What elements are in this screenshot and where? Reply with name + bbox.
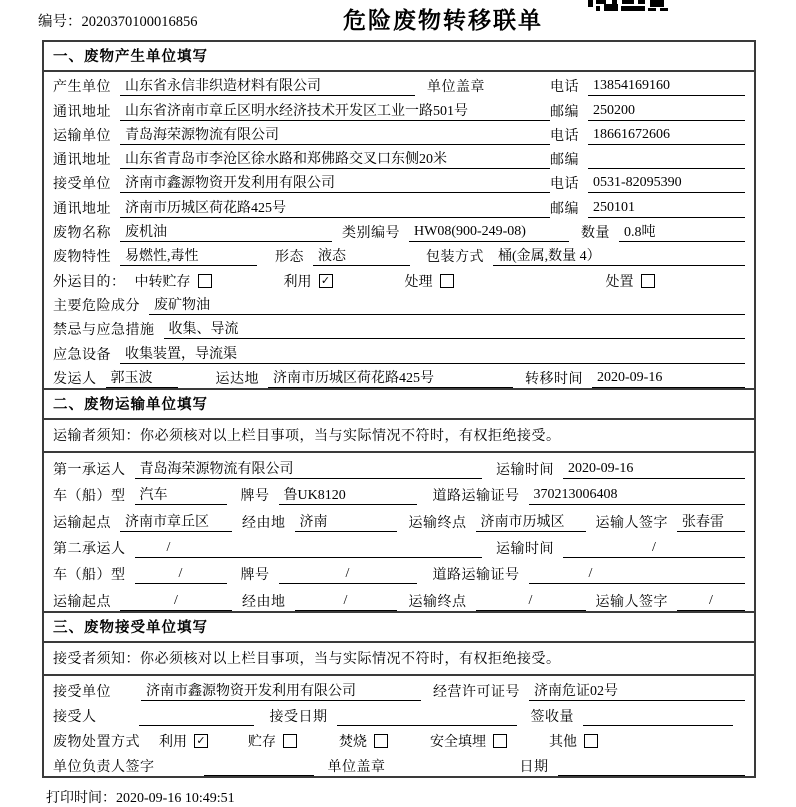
taboo-label: 禁忌与应急措施 xyxy=(53,323,155,339)
carrier2-vehicle-label: 车（船）型 xyxy=(53,568,126,584)
quantity-label: 数量 xyxy=(581,226,610,242)
carrier1-row xyxy=(44,453,754,479)
received-qty-label: 签收量 xyxy=(530,709,574,725)
receiver-postcode-value: 250101 xyxy=(588,200,745,218)
carrier2-time-label: 运输时间 xyxy=(496,542,554,558)
purpose-row xyxy=(44,266,754,290)
carrier2-row xyxy=(44,532,754,558)
consignor-row xyxy=(44,364,754,388)
accept-date-value xyxy=(337,708,517,726)
carrier2-time-value: / xyxy=(563,540,745,558)
quantity-value: 0.8吨 xyxy=(619,221,745,242)
purpose-option-label: 中转贮存 xyxy=(134,274,191,290)
section3-header: 三、废物接受单位填写 xyxy=(44,611,754,643)
checkbox-icon xyxy=(198,274,212,288)
carrier1-vehicle-label: 车（船）型 xyxy=(53,489,126,505)
equipment-row xyxy=(44,339,754,363)
disposal-option-landfill xyxy=(430,731,507,751)
document-header xyxy=(0,0,796,40)
carrier2-vehicle-row xyxy=(44,558,754,584)
carrier1-vehicle-value: 汽车 xyxy=(135,484,227,505)
print-time xyxy=(46,787,796,807)
carrier1-terminal-label: 运输终点 xyxy=(408,515,467,531)
carrier2-plate-label: 牌号 xyxy=(240,568,270,584)
responsible-sign-label: 单位负责人签字 xyxy=(53,759,155,775)
transfer-time-label: 转移时间 xyxy=(525,371,583,387)
disposal-option-label: 贮存 xyxy=(248,734,276,750)
serial-value: 2020370100016856 xyxy=(81,14,198,30)
transporter-label: 运输单位 xyxy=(53,128,111,144)
responsible-sign-value xyxy=(204,758,314,776)
accept-unit-row xyxy=(44,676,754,701)
carrier1-signature-value: 张春雷 xyxy=(677,511,745,532)
carrier2-origin-label: 运输起点 xyxy=(53,594,111,610)
purpose-label: 外运目的： xyxy=(53,274,126,290)
carrier1-via-label: 经由地 xyxy=(242,515,286,531)
carrier2-terminal-label: 运输终点 xyxy=(408,594,467,610)
carrier1-vehicle-row xyxy=(44,479,754,505)
producer-address-row xyxy=(44,96,754,120)
receiver-address-label: 通讯地址 xyxy=(53,201,111,217)
producer-postcode-value: 250200 xyxy=(588,103,745,121)
transfer-time-value: 2020-09-16 xyxy=(592,370,745,388)
producer-phone-value: 13854169160 xyxy=(588,78,745,96)
hazard-row xyxy=(44,291,754,315)
disposal-option-incinerate xyxy=(339,731,388,751)
taboo-row xyxy=(44,315,754,339)
characteristic-value: 易燃性,毒性 xyxy=(120,245,257,266)
accept-unit-value: 济南市鑫源物资开发利用有限公司 xyxy=(141,680,421,701)
producer-address-value: 山东省济南市章丘区明水经济技术开发区工业一路501号 xyxy=(120,100,550,121)
receiver-row xyxy=(44,169,754,193)
transporter-phone-label: 电话 xyxy=(550,128,579,144)
carrier2-vehicle-value: / xyxy=(135,566,227,584)
section1-body xyxy=(44,72,754,388)
carrier1-value: 青岛海荣源物流有限公司 xyxy=(135,458,483,479)
carrier2-signature-value: / xyxy=(677,593,745,611)
manifest-form xyxy=(42,40,756,778)
waste-characteristic-row xyxy=(44,242,754,266)
unit-seal-label: 单位盖章 xyxy=(327,759,386,775)
receiver-address-value: 济南市历城区荷花路425号 xyxy=(120,197,550,218)
checkbox-icon xyxy=(374,734,388,748)
print-time-label: 打印时间： xyxy=(46,790,116,806)
transporter-notice: 运输者须知：你必须核对以上栏目事项，当与实际情况不符时，有权拒绝接受。 xyxy=(44,420,754,453)
section3-body xyxy=(44,643,754,776)
carrier1-signature-label: 运输人签字 xyxy=(595,515,668,531)
carrier1-plate-value: 鲁UK8120 xyxy=(279,484,417,505)
receiver-notice: 接受者须知：你必须核对以上栏目事项，当与实际情况不符时，有权拒绝接受。 xyxy=(44,643,754,676)
license-label: 经营许可证号 xyxy=(433,684,520,700)
purpose-option-label: 处置 xyxy=(605,274,634,290)
license-value: 济南危证02号 xyxy=(529,680,745,701)
purpose-option-transfer-storage xyxy=(135,271,212,291)
carrier1-terminal-value: 济南市历城区 xyxy=(476,511,586,532)
carrier2-origin-value: / xyxy=(120,593,232,611)
category-label: 类别编号 xyxy=(342,226,400,242)
carrier1-plate-label: 牌号 xyxy=(240,489,270,505)
print-time-value: 2020-09-16 10:49:51 xyxy=(116,790,235,806)
transporter-address-label: 通讯地址 xyxy=(53,153,111,169)
form-value: 液态 xyxy=(313,245,410,266)
producer-value: 山东省永信非织造材料有限公司 xyxy=(120,75,415,96)
receiver-address-row xyxy=(44,193,754,217)
receiver-value: 济南市鑫源物资开发利用有限公司 xyxy=(120,172,550,193)
disposal-option-other xyxy=(549,731,598,751)
carrier2-signature-label: 运输人签字 xyxy=(595,594,668,610)
checkbox-checked-icon: ✓ xyxy=(194,734,208,748)
producer-label: 产生单位 xyxy=(53,80,111,96)
carrier2-label: 第二承运人 xyxy=(53,542,126,558)
section1-header: 一、废物产生单位填写 xyxy=(44,42,754,72)
waste-name-label: 废物名称 xyxy=(53,226,111,242)
purpose-option-label: 处理 xyxy=(404,274,433,290)
carrier1-route-row xyxy=(44,505,754,531)
carrier2-via-label: 经由地 xyxy=(242,594,286,610)
disposal-option-label: 其他 xyxy=(549,734,577,750)
consignor-value: 郭玉波 xyxy=(106,367,178,388)
packing-value: 桶(金属,数量 4） xyxy=(493,245,745,266)
receiver-phone-label: 电话 xyxy=(550,177,579,193)
carrier2-value: / xyxy=(135,540,483,558)
carrier1-label: 第一承运人 xyxy=(53,463,126,479)
transporter-value: 青岛海荣源物流有限公司 xyxy=(120,124,550,145)
disposal-option-storage xyxy=(248,731,297,751)
carrier1-time-value: 2020-09-16 xyxy=(563,461,745,479)
transporter-postcode-value xyxy=(588,151,745,169)
transporter-phone-value: 18661672606 xyxy=(588,127,745,145)
hazard-label: 主要危险成分 xyxy=(53,298,140,314)
checkbox-icon xyxy=(584,734,598,748)
checkbox-icon xyxy=(440,274,454,288)
receiver-label: 接受单位 xyxy=(53,177,111,193)
destination-value: 济南市历城区荷花路425号 xyxy=(268,367,513,388)
carrier2-permit-value: / xyxy=(529,566,746,584)
carrier2-via-value: / xyxy=(295,593,397,611)
producer-phone-label: 电话 xyxy=(550,80,579,96)
checkbox-checked-icon: ✓ xyxy=(319,274,333,288)
disposal-option-label: 焚烧 xyxy=(339,734,367,750)
transporter-postcode-label: 邮编 xyxy=(550,153,579,169)
characteristic-label: 废物特性 xyxy=(53,250,111,266)
qr-code-fragment xyxy=(588,0,668,16)
disposal-label: 废物处置方式 xyxy=(53,734,140,750)
consignor-label: 发运人 xyxy=(53,371,97,387)
transporter-row xyxy=(44,121,754,145)
destination-label: 运达地 xyxy=(215,371,259,387)
producer-row xyxy=(44,72,754,96)
carrier2-terminal-value: / xyxy=(476,593,586,611)
hazard-value: 废矿物油 xyxy=(149,294,745,315)
accept-date-label: 接受日期 xyxy=(269,709,328,725)
carrier1-time-label: 运输时间 xyxy=(496,463,554,479)
accept-unit-label: 接受单位 xyxy=(53,684,111,700)
received-qty-value xyxy=(583,708,733,726)
transporter-address-row xyxy=(44,145,754,169)
carrier1-via-value: 济南 xyxy=(295,511,397,532)
waste-name-value: 废机油 xyxy=(120,221,332,242)
checkbox-icon xyxy=(641,274,655,288)
equipment-value: 收集装置，导流渠 xyxy=(120,343,745,364)
receiver-postcode-label: 邮编 xyxy=(550,201,579,217)
equipment-label: 应急设备 xyxy=(53,347,111,363)
section2-body xyxy=(44,420,754,611)
producer-seal-label: 单位盖章 xyxy=(427,80,485,96)
purpose-option-treat xyxy=(405,271,454,291)
section2-header: 二、废物运输单位填写 xyxy=(44,388,754,420)
packing-label: 包装方式 xyxy=(426,250,484,266)
carrier1-permit-value: 370213006408 xyxy=(529,487,746,505)
checkbox-icon xyxy=(283,734,297,748)
page-title: 危险废物转移联单 xyxy=(343,8,543,33)
form-label: 形态 xyxy=(275,250,304,266)
disposal-option-utilize xyxy=(159,731,208,751)
date-label: 日期 xyxy=(519,759,549,775)
responsible-sign-row xyxy=(44,751,754,776)
category-value: HW08(900-249-08) xyxy=(409,224,569,242)
producer-postcode-label: 邮编 xyxy=(550,104,579,120)
purpose-option-utilize xyxy=(284,271,333,291)
carrier1-origin-label: 运输起点 xyxy=(53,515,111,531)
waste-name-row xyxy=(44,218,754,242)
carrier2-plate-value: / xyxy=(279,566,417,584)
acceptor-value xyxy=(139,708,254,726)
acceptor-label: 接受人 xyxy=(53,709,97,725)
disposal-option-label: 利用 xyxy=(159,734,187,750)
serial-label: 编号： xyxy=(38,14,82,30)
taboo-value: 收集、导流 xyxy=(164,318,746,339)
disposal-option-label: 安全填埋 xyxy=(430,734,486,750)
receiver-phone-value: 0531-82095390 xyxy=(588,175,745,193)
producer-address-label: 通讯地址 xyxy=(53,104,111,120)
carrier1-permit-label: 道路运输证号 xyxy=(432,489,520,505)
acceptor-row xyxy=(44,701,754,726)
checkbox-icon xyxy=(493,734,507,748)
date-value xyxy=(558,758,746,776)
carrier2-route-row xyxy=(44,584,754,610)
carrier2-permit-label: 道路运输证号 xyxy=(432,568,520,584)
purpose-option-label: 利用 xyxy=(283,274,312,290)
carrier1-origin-value: 济南市章丘区 xyxy=(120,511,232,532)
purpose-option-dispose xyxy=(606,271,655,291)
transporter-address-value: 山东省青岛市李沧区徐水路和郑佛路交叉口东侧20米 xyxy=(120,148,550,169)
disposal-row xyxy=(44,726,754,751)
